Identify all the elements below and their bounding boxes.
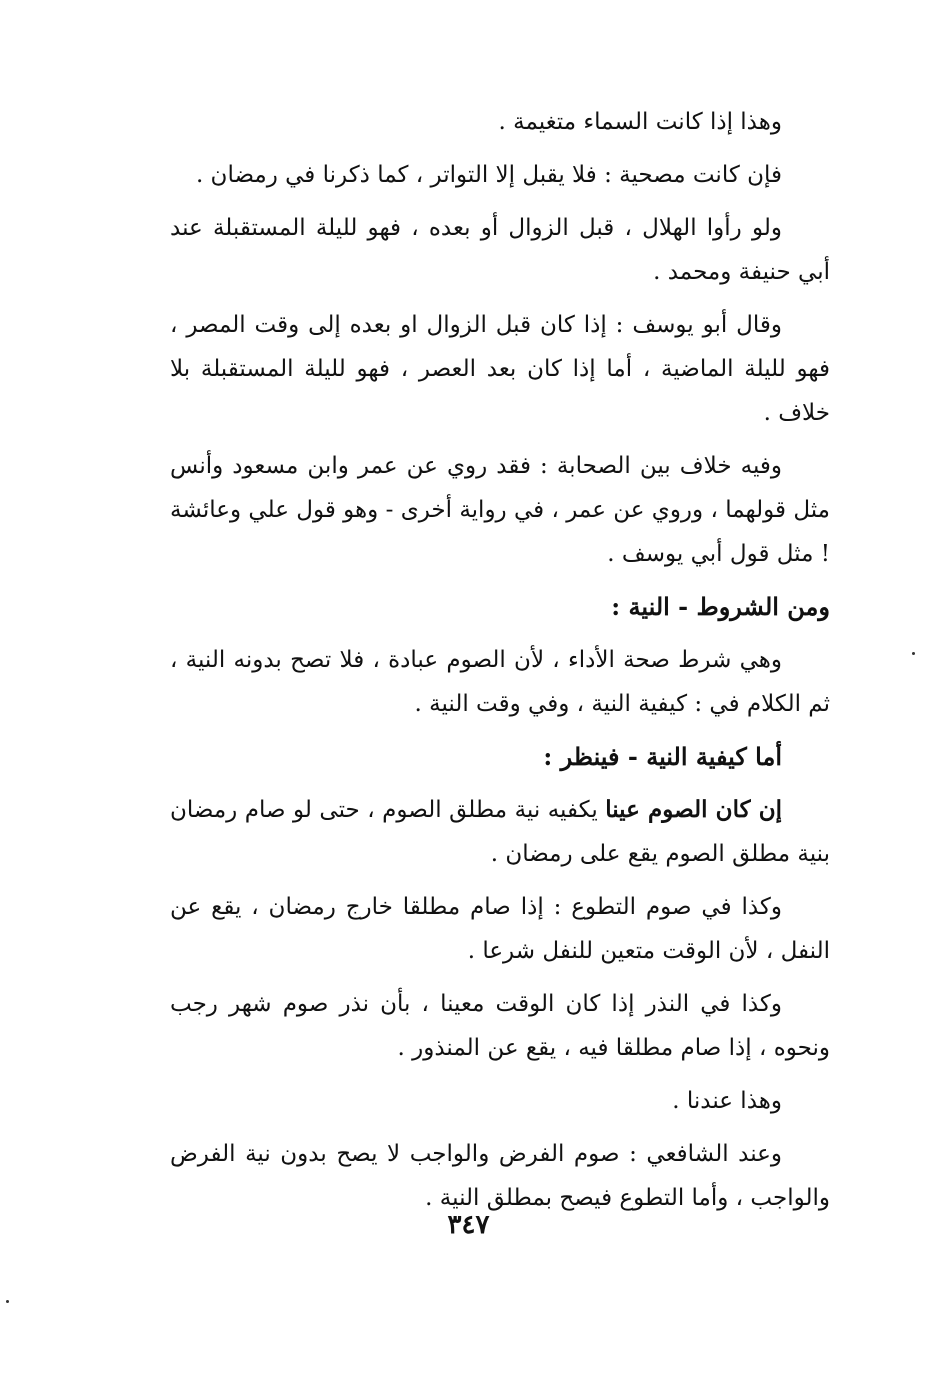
paragraph: وقال أبو يوسف : إذا كان قبل الزوال او بعده إلى وقت المصر ، فهو لليلة الماضية ، أما إذا كان بعد العصر ، فهو لليلة المستقبلة بلا خلاف . xyxy=(170,312,830,426)
body-text xyxy=(170,100,830,1229)
bold-lead-phrase: إن كان الصوم عينا xyxy=(605,796,782,823)
paragraph xyxy=(170,788,830,876)
paragraph: وهي شرط صحة الأداء ، لأن الصوم عبادة ، فلا تصح بدونه النية ، ثم الكلام في : كيفية النية ، وفي وقت النية . xyxy=(170,647,830,717)
page-number: ٣٤٧ xyxy=(447,1210,490,1240)
paragraph: فإن كانت مصحية : فلا يقبل إلا التواتر ، كما ذكرنا في رمضان . xyxy=(195,162,782,188)
paragraph: وهذا إذا كانت السماء متغيمة . xyxy=(498,109,782,135)
section-heading: ومن الشروط - النية : xyxy=(611,592,830,621)
paragraph: ولو رأوا الهلال ، قبل الزوال أو بعده ، فهو لليلة المستقبلة عند أبي حنيفة ومحمد . xyxy=(170,215,830,285)
paragraph: وفيه خلاف بين الصحابة : فقد روي عن عمر وابن مسعود وأنس مثل قولهما ، وروي عن عمر ، في رواية أخرى - وهو قول علي وعائشة ! مثل قول أبي يوسف . xyxy=(170,453,830,567)
paragraph: وكذا في النذر إذا كان الوقت معينا ، بأن نذر صوم شهر رجب ونحوه ، إذا صام مطلقا فيه ، يقع عن المنذور . xyxy=(170,991,830,1061)
subsection-heading: أما كيفية النية - فينظر : xyxy=(543,742,782,771)
paragraph: وعند الشافعي : صوم الفرض والواجب لا يصح بدون نية الفرض والواجب ، وأما التطوع فيصح بمطلق النية . xyxy=(170,1141,830,1211)
scan-speck xyxy=(6,1300,9,1303)
paragraph-text: يكفيه نية مطلق الصوم ، حتى لو صام رمضان بنية مطلق الصوم يقع على رمضان . xyxy=(170,797,830,867)
paragraph: وكذا في صوم التطوع : إذا صام مطلقا خارج رمضان ، يقع عن النفل ، لأن الوقت متعين للنفل شرعا . xyxy=(170,894,830,964)
paragraph: وهذا عندنا . xyxy=(672,1088,782,1114)
scan-speck xyxy=(912,652,915,655)
